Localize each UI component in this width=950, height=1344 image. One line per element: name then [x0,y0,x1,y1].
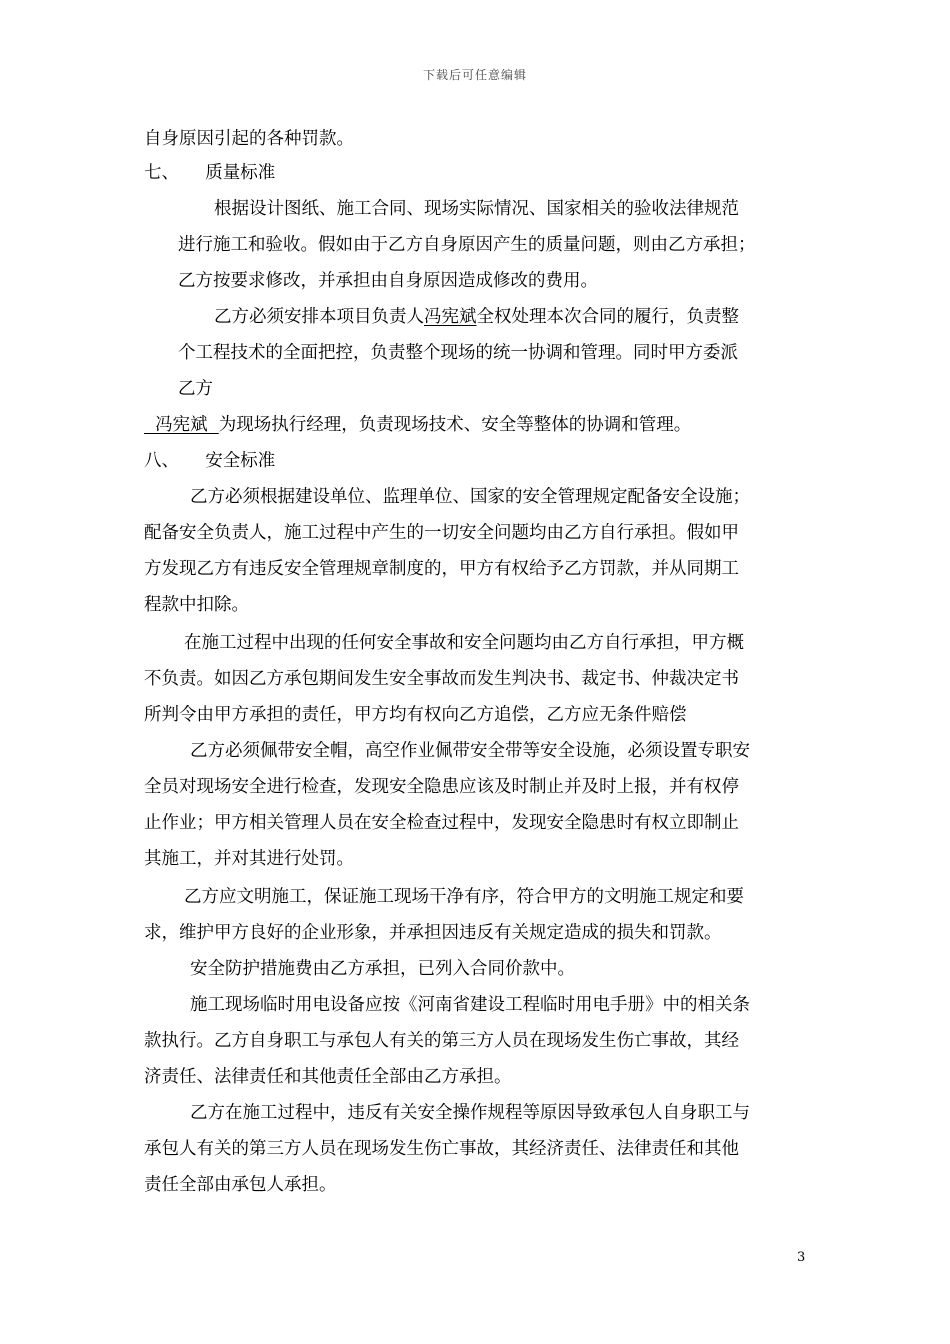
text-line: 乙方按要求修改，并承担由自身原因造成修改的费用。 [178,271,598,291]
text-line: 乙方必须根据建设单位、监理单位、国家的安全管理规定配备安全设施； [190,487,750,507]
text-line: 承包人有关的第三方人员在现场发生伤亡事故，其经济责任、法律责任和其他 [144,1139,739,1159]
text-line: 所判令由甲方承担的责任，甲方均有权向乙方追偿，乙方应无条件赔偿 [144,705,687,725]
text-line: 安全防护措施费由乙方承担，已列入合同价款中。 [190,959,575,979]
text-line: 乙方在施工过程中，违反有关安全操作规程等原因导致承包人自身职工与 [190,1103,750,1123]
text-line: 进行施工和验收。假如由于乙方自身原因产生的质量问题，则由乙方承担； [178,235,756,255]
text-line: 八、 安全标准 [144,451,276,471]
text-line: 在施工过程中出现的任何安全事故和安全问题均由乙方自行承担，甲方概 [184,633,744,653]
text-line [214,306,739,328]
text-line: 全员对现场安全进行检查，发现安全隐患应该及时制止并及时上报，并有权停 [144,777,739,797]
text-line: 乙方 [178,379,213,399]
text-line: 施工现场临时用电设备应按《河南省建设工程临时用电手册》中的相关条 [190,995,750,1015]
text-line: 求，维护甲方良好的企业形象，并承担因违反有关规定造成的损失和罚款。 [144,923,722,943]
text-line: 配备安全负责人，施工过程中产生的一切安全问题均由乙方自行承担。假如甲 [144,523,739,543]
page-number: 3 [797,1250,806,1265]
text-line: 责任全部由承包人承担。 [144,1175,337,1195]
text-line [144,414,691,436]
text-line: 不负责。如因乙方承包期间发生安全事故而发生判决书、裁定书、仲裁决定书 [144,669,739,689]
text-line: 济责任、法律责任和其他责任全部由乙方承担。 [144,1067,512,1087]
text-line: 方发现乙方有违反安全管理规章制度的，甲方有权给予乙方罚款，并从同期工 [144,559,739,579]
text-line: 程款中扣除。 [144,595,249,615]
page-header: 下载后可任意编辑 [422,68,527,82]
text-segment: 为现场执行经理，负责现场技术、安全等整体的协调和管理。 [218,415,692,435]
text-line: 根据设计图纸、施工合同、现场实际情况、国家相关的验收法律规范 [214,199,739,219]
underlined-name: 冯宪斌 [144,415,219,435]
text-segment: 乙方必须安排本项目负责人 [214,307,424,327]
text-line: 个工程技术的全面把控，负责整个现场的统一协调和管理。同时甲方委派 [178,343,738,363]
text-line: 止作业；甲方相关管理人员在安全检查过程中，发现安全隐患时有权立即制止 [144,813,739,833]
text-line: 乙方应文明施工，保证施工现场干净有序，符合甲方的文明施工规定和要 [184,887,744,907]
text-line: 乙方必须佩带安全帽，高空作业佩带安全带等安全设施，必须设置专职安 [190,741,750,761]
text-line: 七、 质量标准 [144,163,276,183]
text-line: 款执行。乙方自身职工与承包人有关的第三方人员在现场发生伤亡事故，其经 [144,1031,739,1051]
underlined-name: 冯宪斌 [424,307,477,327]
text-line: 自身原因引起的各种罚款。 [144,129,354,149]
text-line: 其施工，并对其进行处罚。 [144,849,354,869]
text-segment: 全权处理本次合同的履行，负责整 [476,307,739,327]
